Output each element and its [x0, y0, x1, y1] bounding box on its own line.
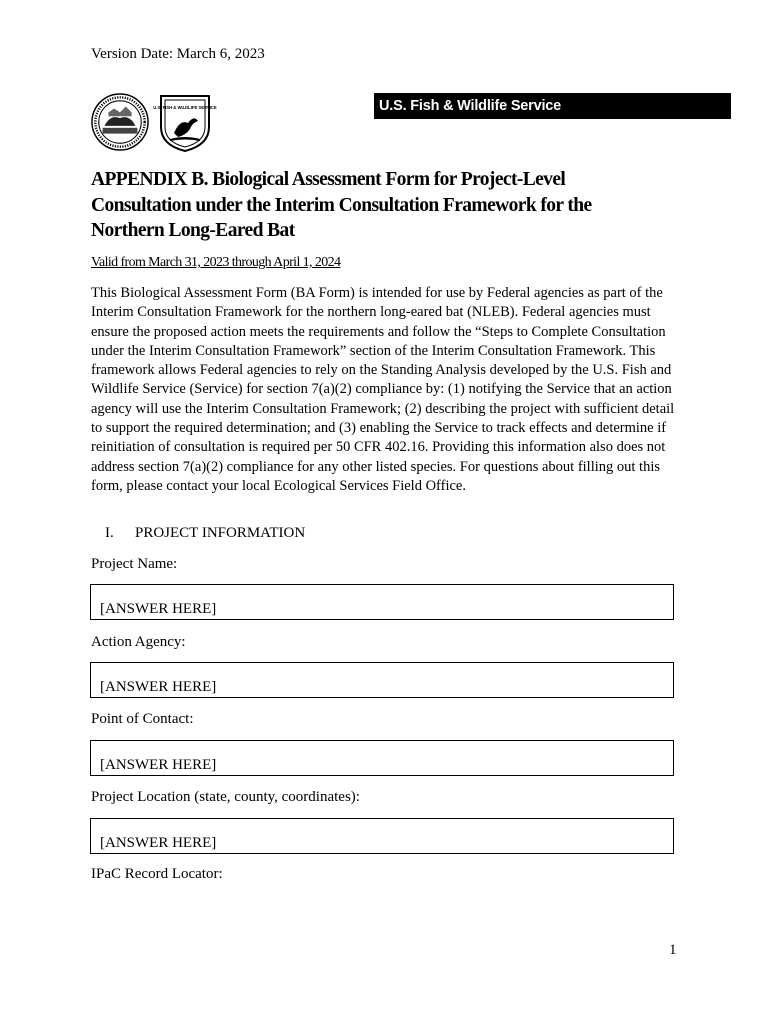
- point-of-contact-label: Point of Contact:: [91, 711, 194, 727]
- project-location-label: Project Location (state, county, coordinates):: [91, 789, 360, 805]
- point-of-contact-field[interactable]: [ANSWER HERE]: [90, 740, 674, 776]
- version-date: Version Date: March 6, 2023: [91, 46, 265, 62]
- page-number: 1: [669, 942, 677, 958]
- section-number: I.: [105, 525, 114, 541]
- section-heading: [91, 525, 305, 542]
- fws-banner: U.S. Fish & Wildlife Service: [374, 93, 731, 119]
- title-line-3: Northern Long-Eared Bat: [91, 220, 295, 241]
- action-agency-label: Action Agency:: [91, 634, 186, 650]
- document-title: [91, 167, 691, 244]
- ipac-record-locator-label: IPaC Record Locator:: [91, 866, 223, 882]
- title-line-1: APPENDIX B. Biological Assessment Form for Project-Level: [91, 169, 566, 190]
- fws-shield-text: U.S. FISH & WILDLIFE SERVICE: [153, 105, 217, 110]
- title-line-2: Consultation under the Interim Consultation Framework for the: [91, 194, 592, 216]
- project-location-field[interactable]: [ANSWER HERE]: [90, 818, 674, 854]
- fws-shield-logo: [153, 93, 217, 153]
- intro-paragraph: This Biological Assessment Form (BA Form) is intended for use by Federal agencies as part of the Interim Consultation Framework for the northern long-eared bat (NLEB). Federal agencies must ensure the proposed action meets the requirements and follow the “Steps to Complete Consultation under the Interim Consultation Framework” section of the Interim Consultation Framework. This framework allows Federal agencies to rely on the Standing Analysis developed by the U.S. Fish and Wildlife Service (Service) for section 7(a)(2) compliance by: (1) notifying the Service that an action agency will use the Interim Consultation Framework; (2) describing the project with sufficient detail to support the required determination; and (3) enabling the Service to track effects and determine if reinitiation of consultation is required per 50 CFR 402.16. Providing this information also does not address section 7(a)(2) compliance for any other listed species. For questions about filling out this form, please contact your local Ecological Services Field Office.: [91, 285, 675, 494]
- section-title: PROJECT INFORMATION: [135, 525, 306, 541]
- project-name-field[interactable]: [ANSWER HERE]: [90, 584, 674, 620]
- validity-period: Valid from March 31, 2023 through April 1, 2024: [91, 255, 341, 270]
- action-agency-field[interactable]: [ANSWER HERE]: [90, 662, 674, 698]
- project-name-label: Project Name:: [91, 556, 178, 572]
- doi-seal-logo: [91, 93, 149, 151]
